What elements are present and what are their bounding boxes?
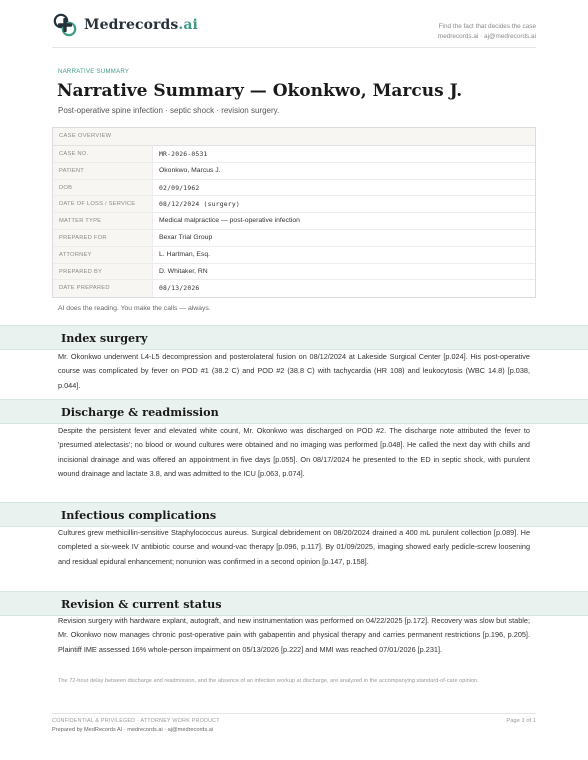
section-heading: Index surgery [61,331,148,345]
row-key-date-prepared: DATE PREPARED [53,280,153,297]
section-header-index-surgery [0,325,588,350]
ai-disclaimer: AI does the reading. You make the calls — always. [58,305,211,312]
section-header-infectious-complications [0,502,588,527]
row-key-date-of-loss: DATE OF LOSS / SERVICE [53,196,153,212]
section-heading: Discharge & readmission [61,405,219,419]
table-row [53,213,535,230]
brand-name: Medrecords.ai [84,17,198,33]
row-value-dob: 02/09/1962 [159,183,200,192]
table-row [53,146,535,163]
table-row [53,264,535,281]
section-body-infectious-complications: Cultures grew methicillin-sensitive Staphylococcus aureus. Surgical debridement on 08/20/2024 drained a 400 mL purulent collection [p.089]. He completed a six-week IV antibiotic course and wound-vac therapy [p.096, p.117]. By 01/09/2025, imaging showed early pedicle-screw loosening and residual epidural enhancement; nonunion was confirmed in a second opinion [p.147, p.158]. [58,528,530,566]
confidential-notice: CONFIDENTIAL & PRIVILEGED · ATTORNEY WORK PRODUCT [52,718,220,724]
row-key-prepared-by: PREPARED BY [53,264,153,280]
row-value-date-of-loss: 08/12/2024 (surgery) [159,200,240,209]
header-contact: medrecords.ai · aj@medrecords.ai [437,33,536,40]
row-value-matter-type: Medical malpractice — post-operative infection [159,217,300,225]
row-value-patient: Okonkwo, Marcus J. [159,166,221,174]
row-value-attorney: L. Hartman, Esq. [159,250,210,258]
case-overview-heading: CASE OVERVIEW [53,128,535,146]
section-heading: Infectious complications [61,508,217,522]
brand-suffix: .ai [178,17,198,33]
section-header-revision-status [0,591,588,616]
document-type-label: NARRATIVE SUMMARY [58,69,130,75]
page-footer [52,713,536,733]
section-header-discharge-readmission [0,399,588,424]
row-value-prepared-for: Bexar Trial Group [159,233,213,241]
row-key-attorney: ATTORNEY [53,247,153,263]
header-tagline-block [438,22,536,42]
row-key-dob: DOB [53,180,153,196]
row-value-case-no: MR-2026-0531 [159,150,208,158]
prepared-by-line: Prepared by MedRecords AI · medrecords.ai · aj@medrecords.ai [52,727,214,733]
page-subtitle: Post-operative spine infection · septic shock · revision surgery. [58,106,280,115]
row-value-date-prepared: 08/13/2026 [159,284,200,293]
row-value-prepared-by: D. Whitaker, RN [159,267,208,275]
row-key-case-no: CASE NO. [53,146,153,162]
table-row [53,180,535,197]
row-key-prepared-for: PREPARED FOR [53,230,153,246]
table-row [53,247,535,264]
table-row [53,196,535,213]
table-row [53,280,535,297]
header-tagline: Find the fact that decides the case [438,23,536,30]
section-heading: Revision & current status [61,597,222,611]
table-row [53,163,535,180]
row-key-matter-type: MATTER TYPE [53,213,153,229]
page-header [52,12,536,48]
section-body-revision-status: Revision surgery with hardware explant, autograft, and new instrumentation was performed on 04/22/2025 [p.172]. Recovery was slow but stable; Mr. Okonkwo now manages chronic post-operative pain with gabapentin and physical therapy and carries permanent restrictions [p.196, p.205]. Plaintiff IME assessed 16% whole-person impairment on 05/13/2026 [p.222] and MMI was reached 07/01/2026 [p.231]. [58,616,530,654]
section-body-discharge-readmission: Despite the persistent fever and elevated white count, Mr. Okonkwo was discharged on POD #2. The discharge note attributed the fever to 'presumed atelectasis'; no blood or wound cultures were obtained and no imaging was performed [p.048]. He called the next day with chills and incisional drainage and was offered an appointment in five days [p.055]. On 08/17/2024 he presented to the ED in septic shock, with purulent wound drainage and lactate 3.8, and was admitted to the ICU [p.063, p.074]. [58,426,530,479]
page-number: Page 1 of 1 [506,718,536,724]
section-body-index-surgery: Mr. Okonkwo underwent L4-L5 decompression and posterolateral fusion on 08/12/2024 at Lakeside Surgical Center [p.024]. His post-operative course was complicated by fever on POD #1 (38.2 C) and POD #2 (38.8 C) with tachycardia (HR 108) and leukocytosis (WBC 14.8) [p.038, p.044]. [58,352,530,390]
row-key-patient: PATIENT [53,163,153,179]
brand-logo[interactable] [52,12,198,38]
table-row [53,230,535,247]
page-title: Narrative Summary — Okonkwo, Marcus J. [57,81,463,101]
medrecords-logo-icon [52,12,78,38]
footnote: The 72-hour delay between discharge and readmission, and the absence of an infection workup at discharge, are analyzed in the accompanying standard-of-care opinion. [58,678,479,684]
case-overview-table [52,127,536,298]
